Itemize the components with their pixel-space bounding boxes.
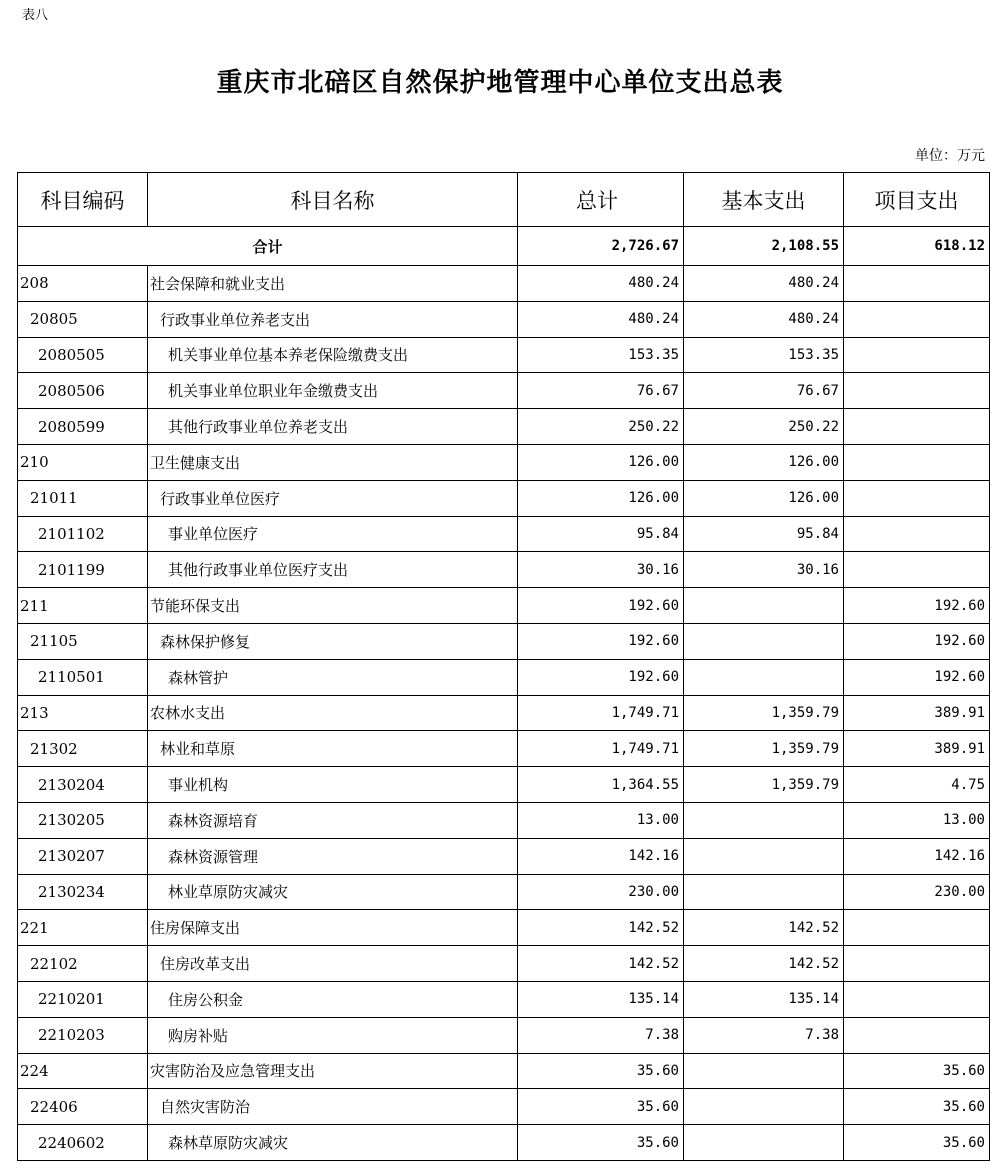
row-code-cell: 2101102 — [18, 516, 148, 552]
row-project-cell: 35.60 — [844, 1053, 990, 1089]
table-row — [18, 1089, 990, 1125]
table-row — [18, 588, 990, 624]
table-row — [18, 301, 990, 337]
row-total-cell: 135.14 — [518, 981, 684, 1017]
row-name-cell: 其他行政事业单位养老支出 — [148, 409, 518, 445]
row-basic-cell: 95.84 — [684, 516, 844, 552]
row-name-cell: 森林保护修复 — [148, 623, 518, 659]
row-basic-cell: 142.52 — [684, 946, 844, 982]
row-project-cell — [844, 444, 990, 480]
row-basic-cell — [684, 1125, 844, 1161]
row-total-cell: 76.67 — [518, 373, 684, 409]
row-code-cell: 2080599 — [18, 409, 148, 445]
row-project-cell: 35.60 — [844, 1125, 990, 1161]
row-code-cell: 21011 — [18, 480, 148, 516]
row-basic-cell — [684, 838, 844, 874]
row-total-cell: 13.00 — [518, 802, 684, 838]
row-project-cell — [844, 301, 990, 337]
total-row-total: 2,726.67 — [518, 227, 684, 266]
row-name-cell: 住房保障支出 — [148, 910, 518, 946]
column-header-code: 科目编码 — [18, 173, 148, 227]
row-code-cell: 2240602 — [18, 1125, 148, 1161]
row-project-cell — [844, 552, 990, 588]
table-row — [18, 337, 990, 373]
row-code-cell: 2080506 — [18, 373, 148, 409]
row-project-cell — [844, 373, 990, 409]
row-project-cell — [844, 981, 990, 1017]
row-project-cell: 4.75 — [844, 767, 990, 803]
total-row-basic: 2,108.55 — [684, 227, 844, 266]
row-code-cell: 21302 — [18, 731, 148, 767]
row-basic-cell — [684, 1053, 844, 1089]
row-code-cell: 210 — [18, 444, 148, 480]
row-project-cell: 192.60 — [844, 623, 990, 659]
row-basic-cell: 1,359.79 — [684, 767, 844, 803]
row-code-cell: 2101199 — [18, 552, 148, 588]
unit-label: 单位：万元 — [915, 148, 985, 164]
row-project-cell — [844, 480, 990, 516]
row-basic-cell: 7.38 — [684, 1017, 844, 1053]
row-name-cell: 林业和草原 — [148, 731, 518, 767]
table-header-row — [18, 173, 990, 227]
row-code-cell: 22102 — [18, 946, 148, 982]
row-name-cell: 自然灾害防治 — [148, 1089, 518, 1125]
table-row — [18, 874, 990, 910]
row-project-cell — [844, 910, 990, 946]
row-name-cell: 住房公积金 — [148, 981, 518, 1017]
row-project-cell: 35.60 — [844, 1089, 990, 1125]
column-header-project: 项目支出 — [844, 173, 990, 227]
row-total-cell: 153.35 — [518, 337, 684, 373]
row-total-cell: 35.60 — [518, 1053, 684, 1089]
row-total-cell: 7.38 — [518, 1017, 684, 1053]
column-header-total: 总计 — [518, 173, 684, 227]
row-code-cell: 2130205 — [18, 802, 148, 838]
row-basic-cell: 153.35 — [684, 337, 844, 373]
row-basic-cell — [684, 588, 844, 624]
table-row — [18, 552, 990, 588]
row-code-cell: 208 — [18, 266, 148, 302]
row-code-cell: 22406 — [18, 1089, 148, 1125]
row-code-cell: 2130204 — [18, 767, 148, 803]
row-name-cell: 社会保障和就业支出 — [148, 266, 518, 302]
row-project-cell: 142.16 — [844, 838, 990, 874]
row-basic-cell — [684, 623, 844, 659]
row-basic-cell: 480.24 — [684, 301, 844, 337]
expenditure-table — [17, 172, 990, 1161]
row-name-cell: 购房补贴 — [148, 1017, 518, 1053]
row-code-cell: 2110501 — [18, 659, 148, 695]
table-row — [18, 981, 990, 1017]
table-row — [18, 444, 990, 480]
row-project-cell: 389.91 — [844, 695, 990, 731]
row-name-cell: 住房改革支出 — [148, 946, 518, 982]
table-row — [18, 1125, 990, 1161]
row-basic-cell: 126.00 — [684, 444, 844, 480]
table-row — [18, 946, 990, 982]
row-name-cell: 行政事业单位养老支出 — [148, 301, 518, 337]
table-row — [18, 1017, 990, 1053]
row-basic-cell: 1,359.79 — [684, 695, 844, 731]
total-row-project: 618.12 — [844, 227, 990, 266]
table-row — [18, 910, 990, 946]
row-total-cell: 1,749.71 — [518, 695, 684, 731]
row-name-cell: 行政事业单位医疗 — [148, 480, 518, 516]
row-name-cell: 农林水支出 — [148, 695, 518, 731]
row-basic-cell: 142.52 — [684, 910, 844, 946]
row-name-cell: 森林资源培育 — [148, 802, 518, 838]
column-header-basic: 基本支出 — [684, 173, 844, 227]
total-row — [18, 227, 990, 266]
table-row — [18, 767, 990, 803]
table-row — [18, 480, 990, 516]
row-name-cell: 森林管护 — [148, 659, 518, 695]
row-name-cell: 卫生健康支出 — [148, 444, 518, 480]
table-row — [18, 659, 990, 695]
table-number-label: 表八 — [22, 8, 49, 23]
row-total-cell: 480.24 — [518, 266, 684, 302]
row-total-cell: 480.24 — [518, 301, 684, 337]
row-total-cell: 95.84 — [518, 516, 684, 552]
page-title: 重庆市北碚区自然保护地管理中心单位支出总表 — [216, 68, 784, 98]
row-code-cell: 224 — [18, 1053, 148, 1089]
row-code-cell: 2130207 — [18, 838, 148, 874]
row-basic-cell: 480.24 — [684, 266, 844, 302]
table-row — [18, 516, 990, 552]
row-code-cell: 2130234 — [18, 874, 148, 910]
row-total-cell: 35.60 — [518, 1089, 684, 1125]
table-row — [18, 266, 990, 302]
row-basic-cell — [684, 874, 844, 910]
row-name-cell: 机关事业单位职业年金缴费支出 — [148, 373, 518, 409]
row-name-cell: 事业单位医疗 — [148, 516, 518, 552]
row-basic-cell: 250.22 — [684, 409, 844, 445]
row-project-cell — [844, 409, 990, 445]
row-basic-cell: 76.67 — [684, 373, 844, 409]
row-total-cell: 142.52 — [518, 946, 684, 982]
row-project-cell — [844, 266, 990, 302]
row-name-cell: 事业机构 — [148, 767, 518, 803]
row-total-cell: 1,749.71 — [518, 731, 684, 767]
row-name-cell: 林业草原防灾减灾 — [148, 874, 518, 910]
row-basic-cell — [684, 1089, 844, 1125]
row-project-cell: 230.00 — [844, 874, 990, 910]
row-name-cell: 森林资源管理 — [148, 838, 518, 874]
table-row — [18, 695, 990, 731]
row-name-cell: 其他行政事业单位医疗支出 — [148, 552, 518, 588]
row-basic-cell: 1,359.79 — [684, 731, 844, 767]
row-total-cell: 1,364.55 — [518, 767, 684, 803]
table-row — [18, 409, 990, 445]
row-code-cell: 20805 — [18, 301, 148, 337]
row-project-cell — [844, 516, 990, 552]
row-name-cell: 灾害防治及应急管理支出 — [148, 1053, 518, 1089]
table-row — [18, 731, 990, 767]
row-code-cell: 2210201 — [18, 981, 148, 1017]
row-project-cell: 192.60 — [844, 588, 990, 624]
table-row — [18, 1053, 990, 1089]
row-code-cell: 21105 — [18, 623, 148, 659]
row-project-cell: 192.60 — [844, 659, 990, 695]
row-basic-cell — [684, 802, 844, 838]
row-name-cell: 森林草原防灾减灾 — [148, 1125, 518, 1161]
column-header-name: 科目名称 — [148, 173, 518, 227]
table-row — [18, 623, 990, 659]
row-total-cell: 126.00 — [518, 480, 684, 516]
row-basic-cell — [684, 659, 844, 695]
row-project-cell: 389.91 — [844, 731, 990, 767]
table-row — [18, 373, 990, 409]
total-row-label: 合计 — [18, 227, 518, 266]
row-basic-cell: 126.00 — [684, 480, 844, 516]
row-total-cell: 230.00 — [518, 874, 684, 910]
row-code-cell: 211 — [18, 588, 148, 624]
table-row — [18, 802, 990, 838]
row-project-cell — [844, 1017, 990, 1053]
row-name-cell: 机关事业单位基本养老保险缴费支出 — [148, 337, 518, 373]
row-total-cell: 35.60 — [518, 1125, 684, 1161]
row-project-cell — [844, 946, 990, 982]
row-basic-cell: 135.14 — [684, 981, 844, 1017]
row-code-cell: 2210203 — [18, 1017, 148, 1053]
row-total-cell: 142.16 — [518, 838, 684, 874]
row-total-cell: 192.60 — [518, 623, 684, 659]
row-total-cell: 126.00 — [518, 444, 684, 480]
row-total-cell: 192.60 — [518, 588, 684, 624]
row-name-cell: 节能环保支出 — [148, 588, 518, 624]
row-project-cell: 13.00 — [844, 802, 990, 838]
row-total-cell: 30.16 — [518, 552, 684, 588]
row-total-cell: 142.52 — [518, 910, 684, 946]
row-code-cell: 213 — [18, 695, 148, 731]
row-code-cell: 221 — [18, 910, 148, 946]
row-project-cell — [844, 337, 990, 373]
table-row — [18, 838, 990, 874]
row-total-cell: 250.22 — [518, 409, 684, 445]
row-code-cell: 2080505 — [18, 337, 148, 373]
row-basic-cell: 30.16 — [684, 552, 844, 588]
row-total-cell: 192.60 — [518, 659, 684, 695]
